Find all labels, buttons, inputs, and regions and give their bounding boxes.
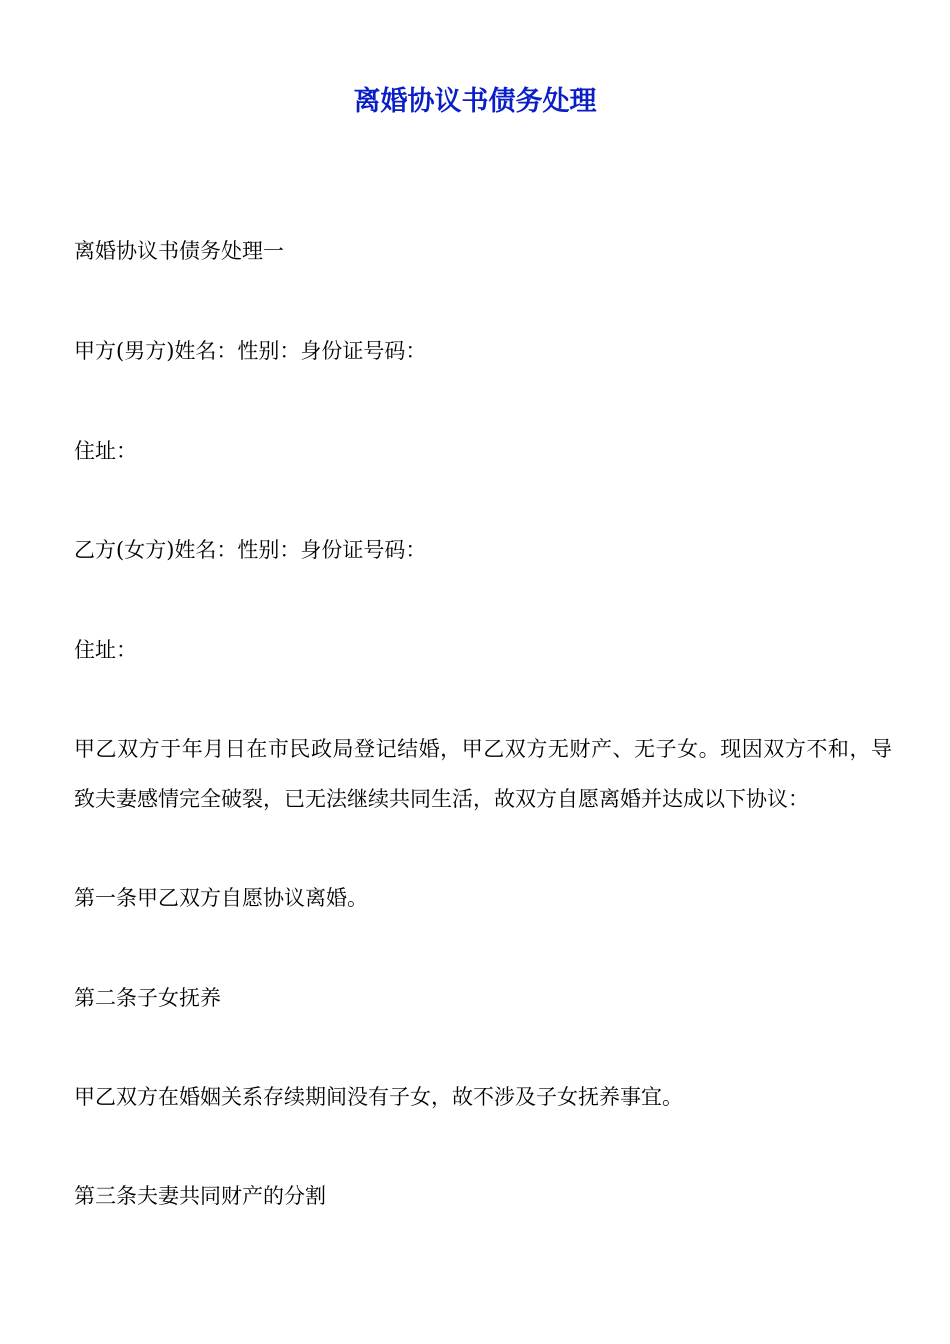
paragraph-party-a-address: 住址：	[74, 439, 137, 463]
paragraph-party-a-info: 甲方(男方)姓名：性别：身份证号码：	[74, 339, 427, 363]
paragraph-article-1: 第一条甲乙双方自愿协议离婚。	[74, 886, 368, 910]
paragraph-article-2-body: 甲乙双方在婚姻关系存续期间没有子女，故不涉及子女抚养事宜。	[74, 1085, 683, 1109]
paragraph-subtitle: 离婚协议书债务处理一	[74, 239, 284, 263]
paragraph-party-b-address: 住址：	[74, 638, 137, 662]
paragraph-article-3-heading: 第三条夫妻共同财产的分割	[74, 1184, 326, 1208]
paragraph-preamble: 甲乙双方于年月日在市民政局登记结婚，甲乙双方无财产、无子女。现因双方不和，导致夫妻感情完全破裂，已无法继续共同生活，故双方自愿离婚并达成以下协议：	[74, 737, 892, 811]
paragraph-party-b-info: 乙方(女方)姓名：性别：身份证号码：	[74, 538, 427, 562]
document-title: 离婚协议书债务处理	[353, 86, 597, 117]
paragraph-article-2-heading: 第二条子女抚养	[74, 986, 221, 1010]
